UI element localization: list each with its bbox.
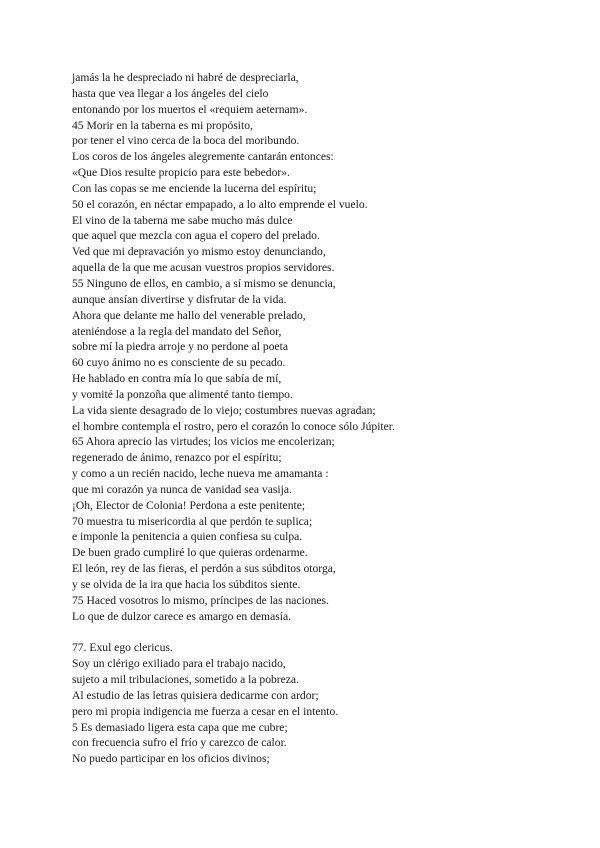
poem-line: Los coros de los ángeles alegremente cantarán entonces: (72, 150, 334, 164)
poem-line: Soy un clérigo exiliado para el trabajo nacido, (72, 657, 286, 671)
poem-line: Lo que de dulzor carece es amargo en demasía. (72, 609, 291, 623)
poem-line: ¡Oh, Elector de Colonia! Perdona a este penitente; (72, 498, 306, 512)
poem-line: He hablado en contra mía lo que sabía de mí, (72, 372, 282, 386)
poem-line: «Que Dios resulte propicio para este bebedor». (72, 166, 290, 180)
poem-line: entonando por los muertos el «requiem aeternam». (72, 102, 308, 116)
poem-section-1 (72, 70, 572, 625)
poem-line: que aquel que mezcla con agua el copero del prelado. (72, 229, 320, 243)
poem-text (72, 70, 572, 767)
poem-heading: 77. Exul ego clericus. (72, 641, 173, 655)
poem-line: y se olvida de la ira que hacia los súbditos siente. (72, 578, 301, 591)
poem-line: Con las copas se me enciende la lucerna del espíritu; (72, 181, 317, 195)
stanza-gap (72, 625, 572, 641)
poem-section-2 (72, 640, 572, 767)
poem-line: pero mi propia indigencia me fuerza a cesar en el intento. (72, 704, 339, 718)
poem-line: 70 muestra tu misericordia al que perdón te suplica; (72, 514, 313, 528)
poem-line: 5 Es demasiado ligera esta capa que me cubre; (72, 720, 288, 734)
poem-line: Ved que mi depravación yo mismo estoy denunciando, (72, 245, 326, 259)
poem-line: La vida siente desagrado de lo viejo; costumbres nuevas agradan; (72, 403, 376, 417)
poem-line: por tener el vino cerca de la boca del moribundo. (72, 134, 300, 148)
poem-line: 50 el corazón, en néctar empapado, a lo alto emprende el vuelo. (72, 197, 368, 211)
poem-line: aquella de la que me acusan vuestros propios servidores. (72, 261, 335, 275)
poem-line: No puedo participar en los oficios divinos; (72, 752, 270, 766)
poem-line: e imponle la penitencia a quien confiesa su culpa. (72, 530, 303, 544)
poem-line: El león, rey de las fieras, el perdón a sus súbditos otorga, (72, 562, 336, 576)
poem-line: Ahora que delante me hallo del venerable prelado, (72, 308, 306, 322)
poem-line: sobre mí la piedra arroje y no perdone al poeta (72, 340, 289, 354)
poem-line: 55 Ninguno de ellos, en cambio, a sí mismo se denuncia, (72, 276, 336, 290)
poem-line: jamás la he despreciado ni habré de despreciarla, (72, 71, 299, 84)
poem-line: ateniéndose a la regla del mandato del Señor, (72, 324, 282, 338)
poem-line: 45 Morir en la taberna es mi propósito, (72, 118, 253, 132)
poem-line: regenerado de ánimo, renazco por el espíritu; (72, 451, 282, 465)
poem-line: Al estudio de las letras quisiera dedicarme con ardor; (72, 688, 319, 702)
poem-line: hasta que vea llegar a los ángeles del cielo (72, 86, 269, 100)
poem-line: y vomité la ponzoña que alimenté tanto tiempo. (72, 387, 293, 401)
poem-line: que mi corazón ya nunca de vanidad sea vasija. (72, 482, 292, 496)
poem-line: con frecuencia sufro el frío y carezco de calor. (72, 736, 287, 750)
poem-line: 75 Haced vosotros lo mismo, príncipes de las naciones. (72, 593, 329, 607)
poem-line: el hombre contempla el rostro, pero el corazón lo conoce sólo Júpiter. (72, 419, 395, 433)
poem-line: El vino de la taberna me sabe mucho más dulce (72, 213, 293, 227)
poem-line: aunque ansían divertirse y disfrutar de la vida. (72, 292, 287, 306)
poem-line: sujeto a mil tribulaciones, sometido a la pobreza. (72, 673, 299, 687)
poem-line: 65 Ahora aprecio las virtudes; los vicios me encolerizan; (72, 435, 335, 449)
poem-line: De buen grado cumpliré lo que quieras ordenarme. (72, 546, 308, 560)
poem-line: 60 cuyo ánimo no es consciente de su pecado. (72, 356, 286, 370)
poem-line: y como a un recién nacido, leche nueva me amamanta : (72, 467, 329, 481)
